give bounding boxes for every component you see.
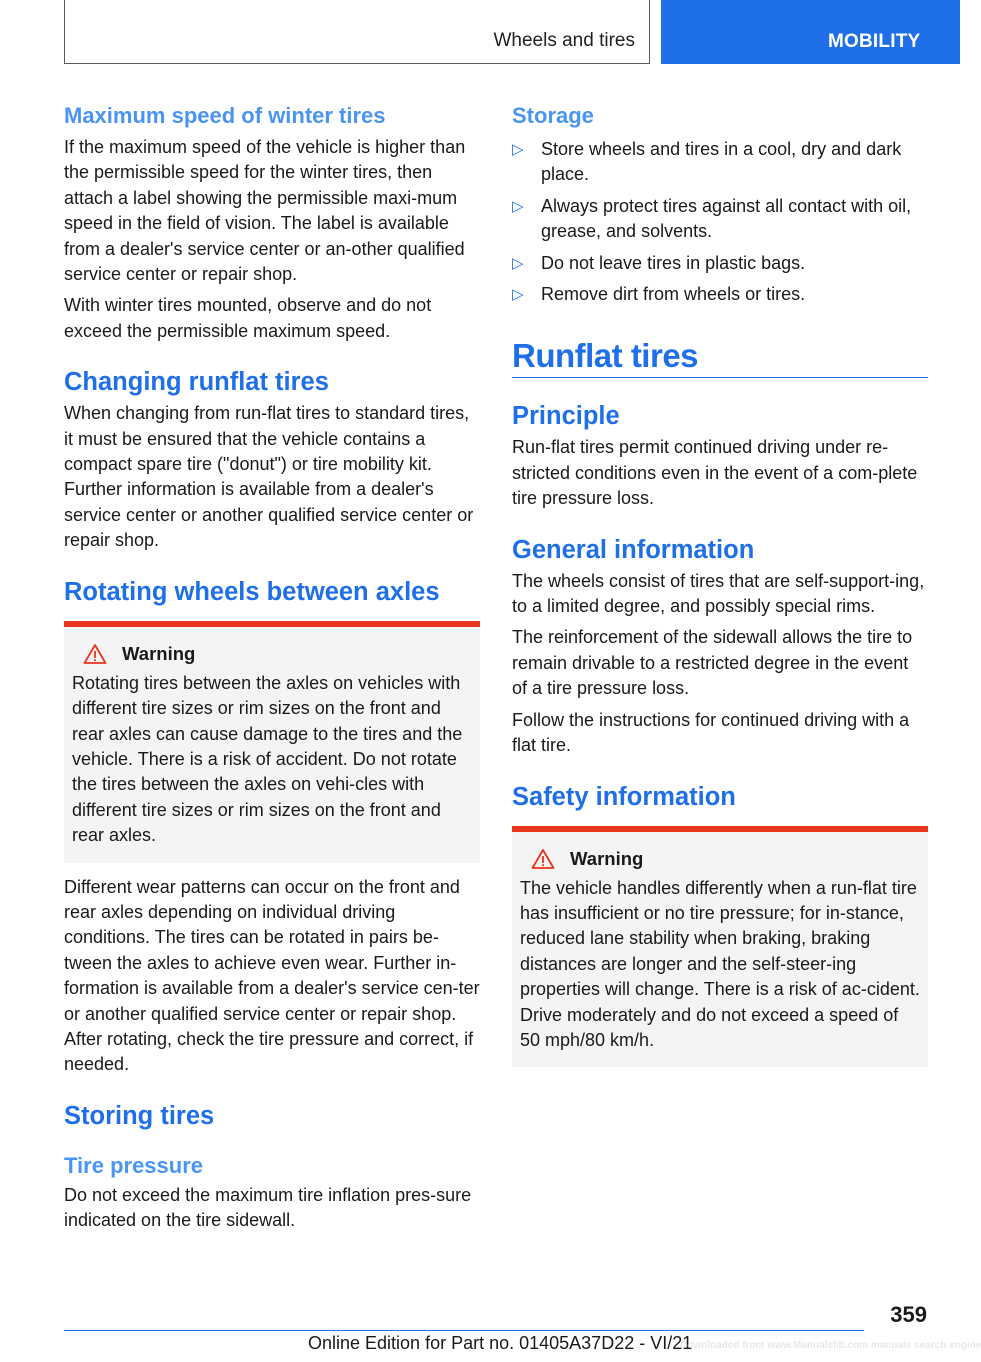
- runflat-chapter-heading: Runflat tires: [512, 337, 928, 378]
- warning-triangle-icon: [531, 848, 555, 870]
- page-number: 359: [890, 1302, 927, 1327]
- footer-rule: [64, 1330, 864, 1331]
- triangle-bullet-icon: ▷: [512, 197, 524, 215]
- triangle-bullet-icon: ▷: [512, 254, 524, 272]
- general-paragraph-3: Follow the instructions for continued driving with a flat tire.: [512, 709, 910, 756]
- safety-warning-header: [531, 848, 920, 870]
- rotating-warning-header: [83, 643, 472, 665]
- rotating-warning-title: Warning: [122, 642, 196, 664]
- right-column: [512, 100, 928, 1067]
- rotating-warning-box: [64, 621, 480, 863]
- safety-information-heading: Safety information: [512, 782, 736, 811]
- tire-pressure-heading: Tire pressure: [64, 1152, 204, 1178]
- running-header-chapter: MOBILITY: [828, 31, 921, 52]
- rotating-warning-text: Rotating tires between the axles on vehicles with different tire sizes or rim sizes on the front and rear axles can cause damage to the tires and the vehicle. There is a risk of accident. Do not rotate the tires between the axles on vehi-cles with different tire sizes or rim sizes on the front and rear axles.: [72, 672, 463, 846]
- rotating-paragraph: Different wear patterns can occur on the front and rear axles depending on individual driving conditions. The tires can be rotated in pairs be-tween the axles to achieve even wear. Further in-formation is available from a dealer's service cen-ter or another qualified service center or repair shop. After rotating, check the tire pressure and correct, if needed.: [64, 876, 480, 1075]
- left-column: [64, 100, 480, 1234]
- running-header-section-box: [64, 0, 650, 64]
- storage-list: [512, 137, 928, 307]
- winter-tires-heading: Maximum speed of winter tires: [64, 103, 386, 128]
- triangle-bullet-icon: ▷: [512, 286, 524, 304]
- storing-tires-heading: Storing tires: [64, 1101, 215, 1130]
- storage-heading: Storage: [512, 103, 594, 128]
- footer-edition: Online Edition for Part no. 01405A37D22 - VI/21: [308, 1333, 693, 1353]
- safety-warning-box: [512, 826, 928, 1068]
- tire-pressure-paragraph: Do not exceed the maximum tire inflation pres-sure indicated on the tire sidewall.: [64, 1184, 472, 1231]
- safety-warning-text: The vehicle handles differently when a run-flat tire has insufficient or no tire pressure; for in-stance, reduced lane stability when braking, braking distances are longer and the self-steer-ing properties will change. There is a risk of ac-cident. Drive moderately and do not exceed a speed of 50 mph/80 km/h.: [520, 877, 920, 1050]
- winter-tires-paragraph-2: With winter tires mounted, observe and do not exceed the permissible maximum speed.: [64, 295, 432, 341]
- general-information-heading: General information: [512, 535, 755, 564]
- general-paragraph-1: The wheels consist of tires that are self-support-ing, to a limited degree, and possibly special rims.: [512, 570, 925, 617]
- list-item: ▷ Store wheels and tires in a cool, dry and dark place.: [512, 139, 902, 185]
- safety-warning-title: Warning: [570, 847, 644, 869]
- rotating-wheels-heading: Rotating wheels between axles: [64, 577, 440, 606]
- general-paragraph-2: The reinforcement of the sidewall allows the tire to remain drivable to a restricted degree in the event of a tire pressure loss.: [512, 627, 913, 699]
- principle-paragraph: Run-flat tires permit continued driving under re-stricted conditions even in the event of a com-plete tire pressure loss.: [512, 437, 918, 509]
- principle-heading: Principle: [512, 402, 620, 431]
- list-item: ▷ Always protect tires against all contact with oil, grease, and solvents.: [512, 195, 912, 242]
- winter-tires-paragraph-1: If the maximum speed of the vehicle is higher than the permissible speed for the winter tires, then attach a label showing the permissible maxi-mum speed in the field of vision. The label is available from a dealer's service center or an-other qualified service center or repair shop.: [64, 137, 466, 285]
- list-item: ▷ Remove dirt from wheels or tires.: [512, 282, 928, 307]
- watermark: Downloaded from www.Manualslib.com manuals search engine: [680, 1340, 981, 1351]
- running-header-section: Wheels and tires: [493, 30, 635, 51]
- list-item: ▷ Do not leave tires in plastic bags.: [512, 251, 928, 276]
- triangle-bullet-icon: ▷: [512, 141, 524, 158]
- running-header-chapter-tab: [661, 0, 960, 64]
- changing-runflat-paragraph: When changing from run-flat tires to standard tires, it must be ensured that the vehicle contains a compact spare tire ("donut") or tire mobility kit. Further information is available from a dealer's service center or another qualified service center or repair shop.: [64, 403, 474, 551]
- changing-runflat-heading: Changing runflat tires: [64, 368, 329, 397]
- warning-triangle-icon: [83, 643, 107, 665]
